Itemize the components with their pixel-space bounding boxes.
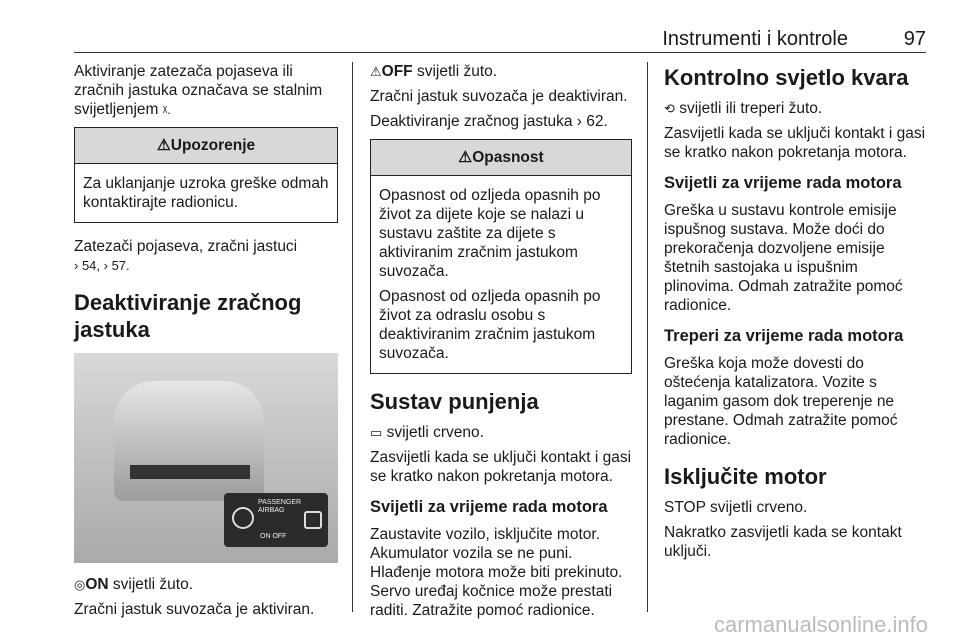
airbag-on-icon <box>232 507 254 529</box>
paragraph: STOP svijetli crveno. <box>664 499 808 516</box>
paragraph: Zaustavite vozilo, isključite motor. Akumulator vozila se ne puni. Hlađenje motora može biti prekinuto. Servo uređaj kočnice može prestati raditi. Zatražite pomoć radionice. <box>370 526 623 619</box>
paragraph: Greška koja može dovesti do oštećenja katalizatora. Vozite s laganim gasom dok treperenje ne prestane. Odmah zatražite pomoć radionice. <box>664 355 898 448</box>
warning-title: Upozorenje <box>170 137 256 154</box>
danger-text: Opasnost od ozljeda opasnih po život za dijete koje se nalazi u sustavu zaštite za dijete s aktiviranim zračnim jastukom suvozača. <box>379 187 601 280</box>
roof-console <box>114 381 264 501</box>
subheading: Treperi za vrijeme rada motora <box>664 327 904 345</box>
paragraph: Zasvijetli kada se uključi kontakt i gasi se kratko nakon pokretanja motora. <box>370 449 632 485</box>
heading-stop-engine: Isključite motor <box>664 464 827 489</box>
section-title: Instrumenti i kontrole <box>662 28 848 50</box>
paragraph: Aktiviranje zatezača pojaseva ili zračnih jastuka označava se stalnim svijetljenjem ᵡ. <box>74 63 323 118</box>
seatbelt-icon: ᵡ. <box>162 102 171 117</box>
battery-icon: ▭ <box>370 425 383 440</box>
subheading: Svijetli za vrijeme rada motora <box>370 498 608 516</box>
airbag-on-symbol-icon: ◎ <box>74 577 86 592</box>
column-divider <box>352 62 353 612</box>
paragraph: Zatezači pojaseva, zračni jastuci › 54, › 57. <box>74 238 298 273</box>
heading-charging: Sustav punjenja <box>370 389 539 414</box>
warning-box <box>74 127 338 223</box>
warning-text: Za uklanjanje uzroka greške odmah kontaktirajte radionicu. <box>83 175 329 211</box>
column-1 <box>74 62 338 625</box>
warning-icon: ⚠ <box>156 137 171 154</box>
danger-title: Opasnost <box>472 149 544 166</box>
engine-check-icon: ⟲ <box>664 101 675 116</box>
paragraph: ▭ svijetli crveno. <box>370 424 484 441</box>
airbag-off-symbol-icon: ⚠ <box>370 64 382 79</box>
danger-header <box>371 140 631 176</box>
heading-fault-light: Kontrolno svjetlo kvara <box>664 65 909 90</box>
column-3 <box>664 62 928 567</box>
warning-header <box>75 128 337 164</box>
paragraph: Nakratko zasvijetli kada se kontakt uključi. <box>664 524 902 560</box>
column-divider <box>647 62 648 612</box>
watermark: carmanualsonline.info <box>713 612 928 637</box>
page-reference: › 54, › 57. <box>74 258 130 273</box>
indicator-strip <box>130 465 250 479</box>
paragraph: ◎ON svijetli žuto. <box>74 576 194 593</box>
airbag-indicator-inset: PASSENGER AIRBAG ON OFF <box>224 493 328 547</box>
paragraph: Zasvijetli kada se uključi kontakt i gasi se kratko nakon pokretanja motora. <box>664 125 926 161</box>
paragraph: Deaktiviranje zračnog jastuka › 62. <box>370 113 608 130</box>
danger-box <box>370 139 632 374</box>
paragraph: Zračni jastuk suvozača je deaktiviran. <box>370 88 628 105</box>
subheading: Svijetli za vrijeme rada motora <box>664 174 902 192</box>
airbag-switch-photo <box>74 353 338 563</box>
page-number: 97 <box>903 28 926 50</box>
airbag-off-icon <box>304 511 322 529</box>
paragraph: Zračni jastuk suvozača je aktiviran. <box>74 601 315 618</box>
heading-deactivation: Deaktiviranje zračnog jastuka <box>74 290 302 342</box>
page-header <box>74 26 926 53</box>
warning-icon: ⚠ <box>458 149 473 166</box>
column-2 <box>370 62 632 626</box>
paragraph: Greška u sustavu kontrole emisije ispušnog sustava. Može doći do prekoračenja dozvoljene emisije štetnih sastojaka u ispušnim plinovima. Odmah zatražite pomoć radionice. <box>664 202 903 314</box>
paragraph: ⚠OFF svijetli žuto. <box>370 63 498 80</box>
danger-text: Opasnost od ozljeda opasnih po život za odraslu osobu s deaktiviranim zračnim jastukom suvozača. <box>379 288 601 362</box>
paragraph: ⟲ svijetli ili treperi žuto. <box>664 100 823 117</box>
